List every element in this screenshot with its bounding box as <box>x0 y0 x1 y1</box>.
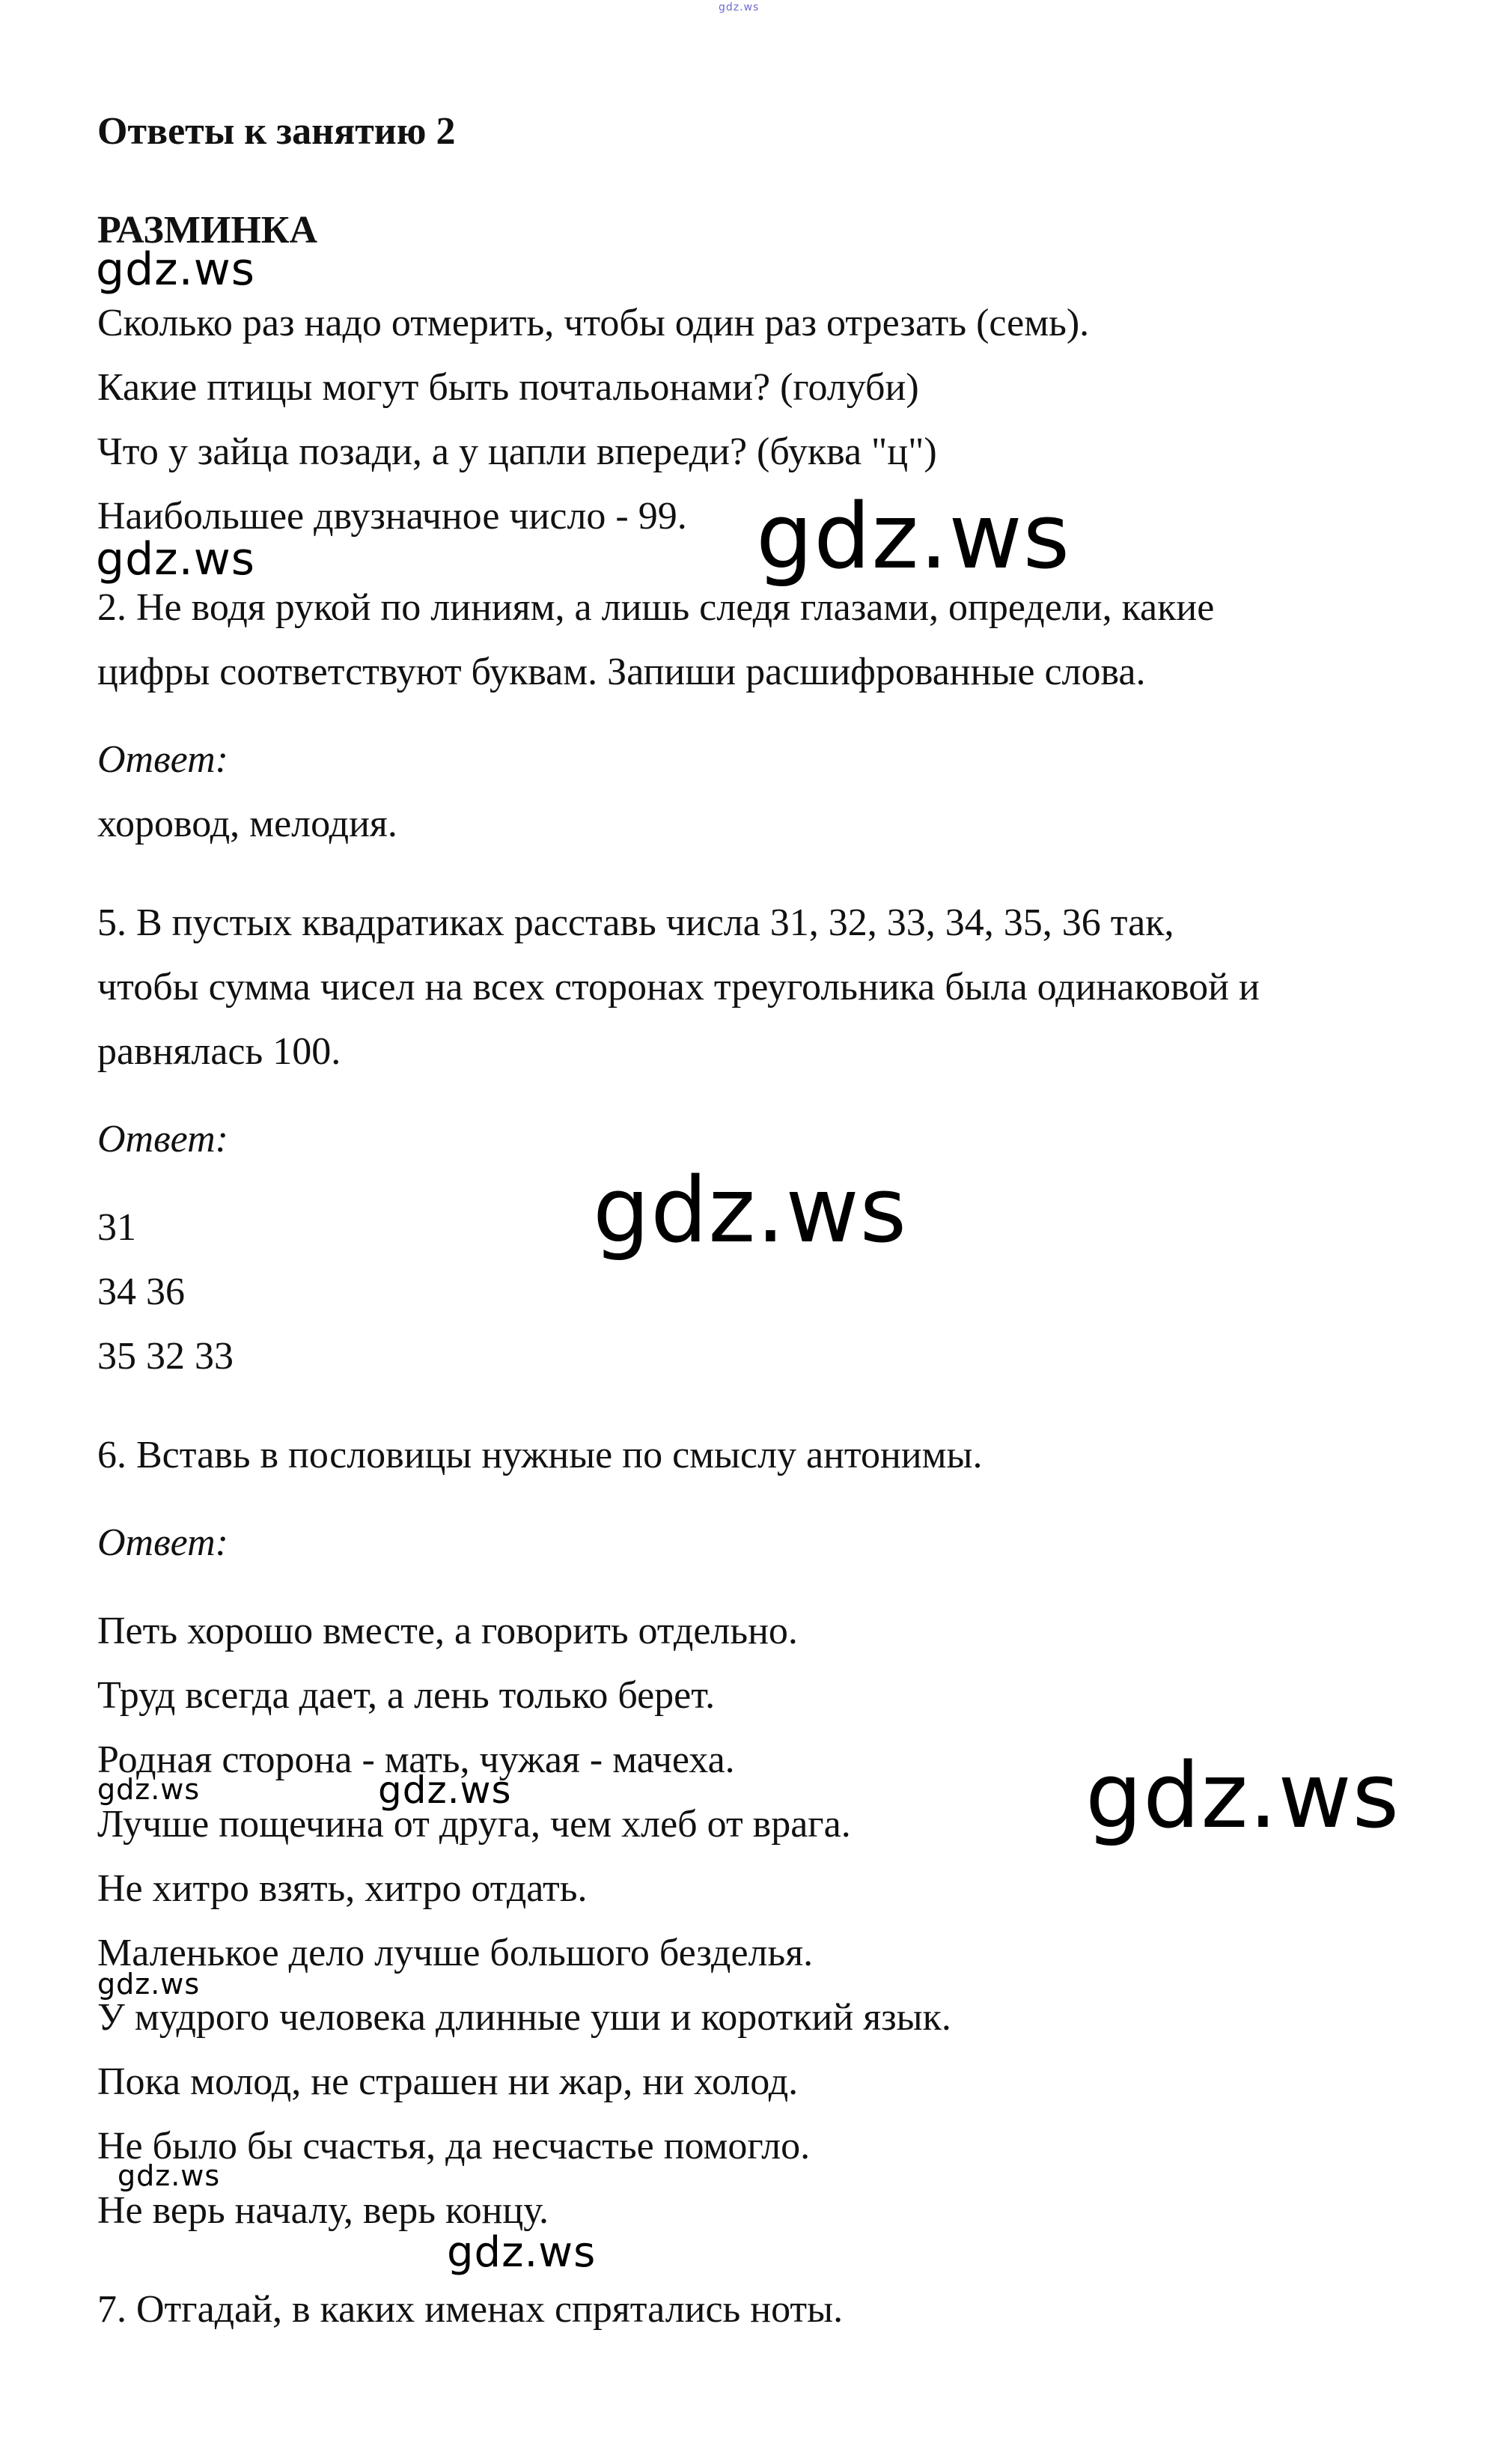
task5-answer-row-1: 31 <box>97 1206 136 1249</box>
task5-answer-row-3: 35 32 33 <box>97 1335 234 1378</box>
watermark: gdz.ws <box>378 1768 512 1812</box>
task5-line-3: равнялась 100. <box>97 1030 341 1073</box>
watermark: gdz.ws <box>593 1159 908 1263</box>
proverb-1: Петь хорошо вместе, а говорить отдельно. <box>97 1610 798 1652</box>
proverb-4: Лучше пощечина от друга, чем хлеб от врага. <box>97 1803 851 1846</box>
task6-title: 6. Вставь в пословицы нужные по смыслу антонимы. <box>97 1434 983 1476</box>
proverb-8: Пока молод, не страшен ни жар, ни холод. <box>97 2060 799 2103</box>
warmup-line-3: Что у зайца позади, а у цапли впереди? (буква "ц") <box>97 431 937 473</box>
warmup-line-1: Сколько раз надо отмерить, чтобы один раз отрезать (семь). <box>97 302 1090 344</box>
warmup-line-2: Какие птицы могут быть почтальонами? (голуби) <box>97 366 919 409</box>
proverb-6: Маленькое дело лучше большого безделья. <box>97 1932 814 1974</box>
watermark: gdz.ws <box>447 2228 597 2277</box>
task2-line-2: цифры соответствуют буквам. Запиши расшифрованные слова. <box>97 651 1146 693</box>
task5-answer-label: Ответ: <box>97 1118 228 1160</box>
watermark: gdz.ws <box>756 485 1071 589</box>
watermark: gdz.ws <box>97 1968 201 2001</box>
proverb-9: Не было бы счастья, да несчастье помогло. <box>97 2125 811 2168</box>
task7-title: 7. Отгадай, в каких именах спрятались ноты. <box>97 2288 844 2331</box>
task6-answer-label: Ответ: <box>97 1521 228 1564</box>
page-heading: Ответы к занятию 2 <box>97 110 456 153</box>
proverb-7: У мудрого человека длинные уши и короткий язык. <box>97 1996 951 2039</box>
task2-line-1: 2. Не водя рукой по линиям, а лишь следя глазами, определи, какие <box>97 586 1215 629</box>
task5-line-1: 5. В пустых квадратиках расставь числа 31, 32, 33, 34, 35, 36 так, <box>97 901 1174 944</box>
warmup-title: РАЗМИНКА <box>97 209 318 252</box>
watermark: gdz.ws <box>96 243 256 296</box>
watermark: gdz.ws <box>118 2159 221 2192</box>
watermark-top: gdz.ws <box>719 1 760 13</box>
warmup-line-4: Наибольшее двузначное число - 99. <box>97 495 687 538</box>
task5-answer-row-2: 34 36 <box>97 1271 185 1313</box>
watermark: gdz.ws <box>1085 1744 1400 1849</box>
watermark: gdz.ws <box>96 533 256 585</box>
task2-answer: хоровод, мелодия. <box>97 803 397 845</box>
proverb-2: Труд всегда дает, а лень только берет. <box>97 1674 716 1717</box>
task2-answer-label: Ответ: <box>97 738 228 781</box>
proverb-10: Не верь началу, верь концу. <box>97 2189 549 2232</box>
watermark: gdz.ws <box>97 1773 201 1806</box>
task5-line-2: чтобы сумма чисел на всех сторонах треугольника была одинаковой и <box>97 966 1260 1009</box>
proverb-3: Родная сторона - мать, чужая - мачеха. <box>97 1739 735 1781</box>
proverb-5: Не хитро взять, хитро отдать. <box>97 1867 588 1910</box>
